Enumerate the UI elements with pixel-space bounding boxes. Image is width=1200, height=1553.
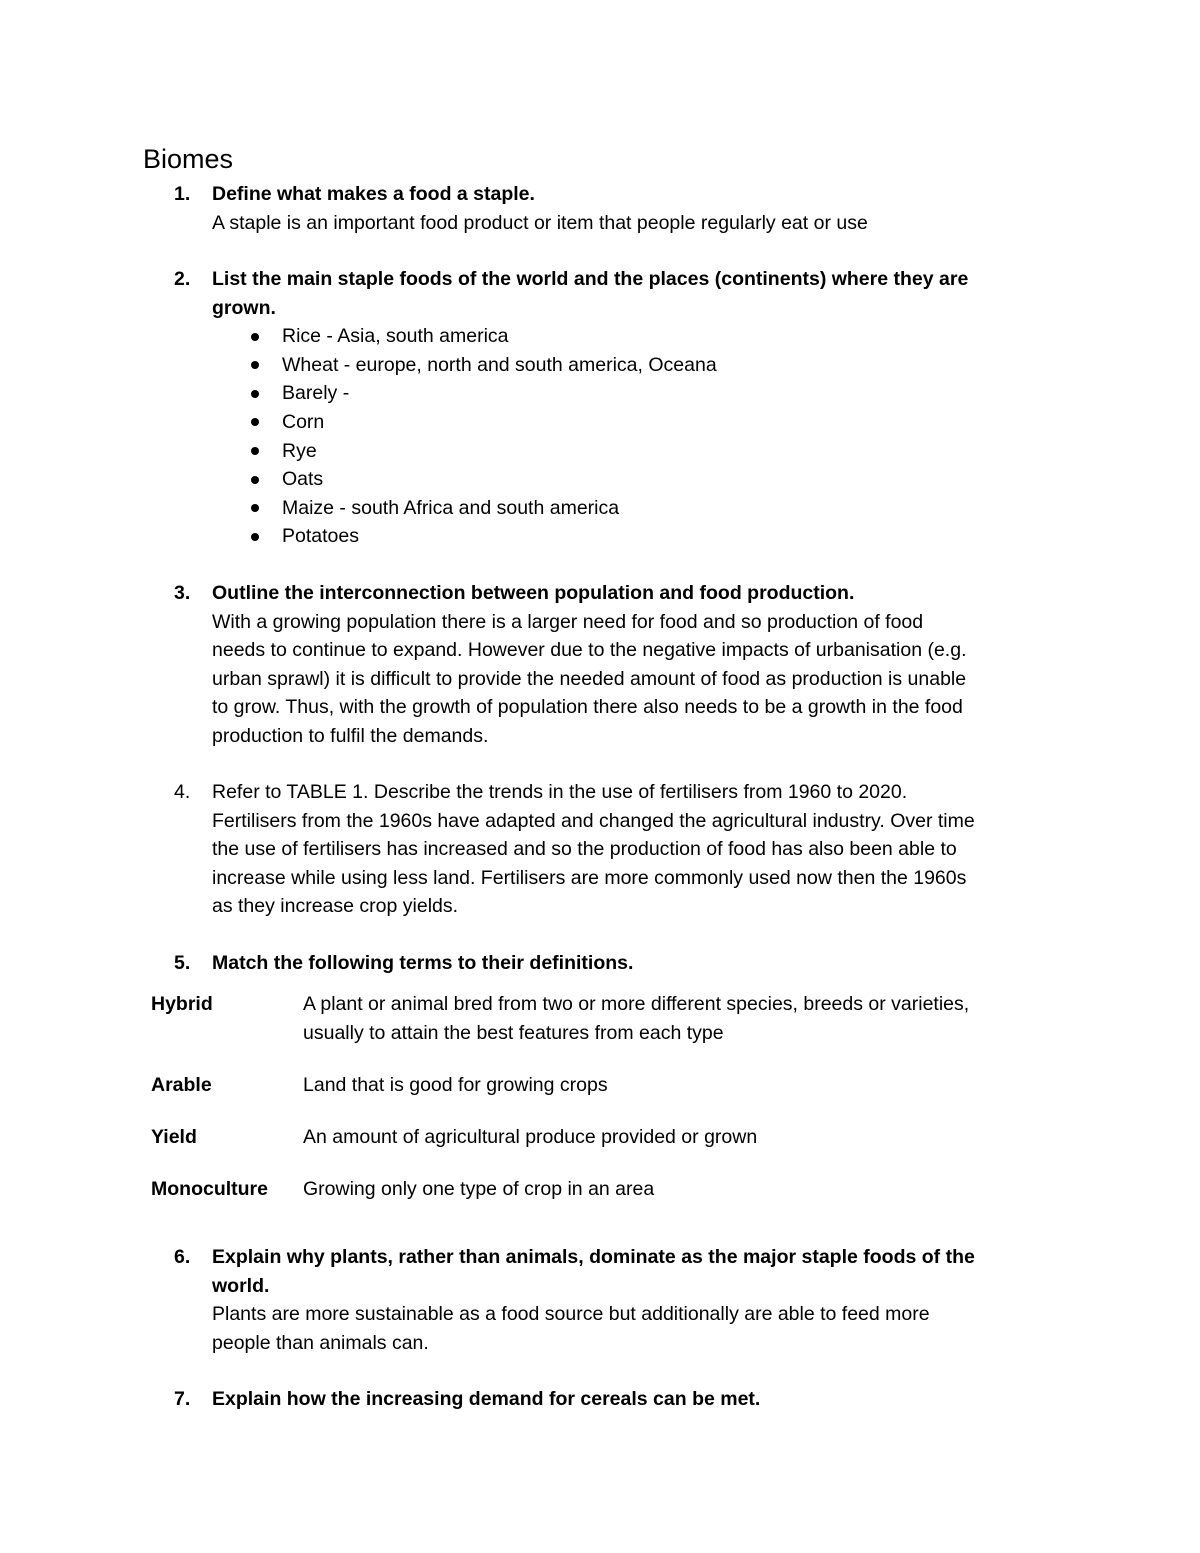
list-item-text: Rye [282,439,317,462]
bullet-icon [251,361,259,369]
question-text: Match the following terms to their definitions. [212,952,634,974]
definition-line: usually to attain the best features from each type [303,1021,724,1044]
definition-line: A plant or animal bred from two or more different species, breeds or varieties, [303,993,970,1015]
term-label: Hybrid [151,993,213,1015]
answer-line: With a growing population there is a larger need for food and so production of food [212,610,924,633]
term-definition [303,1123,1063,1152]
bullet-icon [251,333,259,341]
question-line: List the main staple foods of the world and the places (continents) where they are [212,268,969,290]
list-item-text: Rice - Asia, south america [282,325,509,348]
page-title: Biomes [143,144,234,174]
question-text [212,1243,1072,1300]
definition-line: Land that is good for growing crops [303,1074,608,1096]
list-item [0,322,1200,351]
answer-line: production to fulfil the demands. [212,724,489,747]
list-item [0,494,1200,523]
answer-text: A staple is an important food product or item that people regularly eat or use [212,211,868,234]
list-item [0,437,1200,466]
bullet-icon [251,447,259,455]
list-item-text: Barely - [282,382,350,405]
list-item [0,408,1200,437]
bullet-icon [251,390,259,398]
answer-line: as they increase crop yields. [212,895,459,918]
answer-line: to grow. Thus, with the growth of population there also needs to be a growth in the food [212,696,963,719]
question-line: grown. [212,296,276,319]
term-label: Yield [151,1126,197,1148]
list-item-text: Maize - south Africa and south america [282,496,620,519]
list-item-text: Oats [282,468,324,491]
term-definition [303,1071,1063,1100]
question-number: 7. [174,1388,191,1410]
answer-line: increase while using less land. Fertilisers are more commonly used now then the 1960s [212,866,967,889]
staple-food-list [0,322,1200,551]
question-number: 2. [174,268,191,290]
term-label: Arable [151,1074,212,1096]
question-text: Explain how the increasing demand for cereals can be met. [212,1388,761,1410]
question-text [212,265,1072,322]
question-number: 3. [174,582,191,604]
question-number: 6. [174,1246,191,1268]
question-line: Explain why plants, rather than animals, dominate as the major staple foods of the [212,1246,975,1268]
list-item [0,522,1200,551]
answer-text [212,608,1072,751]
list-item [0,465,1200,494]
term-definition [303,990,1063,1047]
question-text: Define what makes a food a staple. [212,183,535,205]
definition-line: Growing only one type of crop in an area [303,1178,655,1200]
question-number: 5. [174,952,191,974]
question-text: Refer to TABLE 1. Describe the trends in the use of fertilisers from 1960 to 2020. [212,781,908,803]
list-item-text: Corn [282,410,325,433]
question-line: world. [212,1274,270,1297]
definition-line: An amount of agricultural produce provided or grown [303,1126,758,1148]
answer-line: Fertilisers from the 1960s have adapted and changed the agricultural industry. Over time [212,809,975,832]
list-item [0,351,1200,380]
list-item-text: Potatoes [282,525,359,548]
bullet-icon [251,476,259,484]
bullet-icon [251,533,259,541]
answer-line: people than animals can. [212,1331,429,1354]
answer-line: needs to continue to expand. However due to the negative impacts of urbanisation (e.g. [212,639,967,662]
answer-text [212,807,1072,921]
bullet-icon [251,418,259,426]
question-number: 1. [174,183,191,205]
question-text: Outline the interconnection between population and food production. [212,582,855,604]
question-number: 4. [174,781,191,803]
list-item-text: Wheat - europe, north and south america, Oceana [282,353,717,376]
term-label: Monoculture [151,1178,268,1200]
answer-line: Plants are more sustainable as a food source but additionally are able to feed more [212,1303,930,1326]
term-definition [303,1175,1063,1204]
answer-line: the use of fertilisers has increased and so the production of food has also been able to [212,838,957,861]
answer-line: urban sprawl) it is difficult to provide the needed amount of food as production is unable [212,667,967,690]
answer-text [212,1300,1072,1357]
list-item [0,379,1200,408]
bullet-icon [251,504,259,512]
